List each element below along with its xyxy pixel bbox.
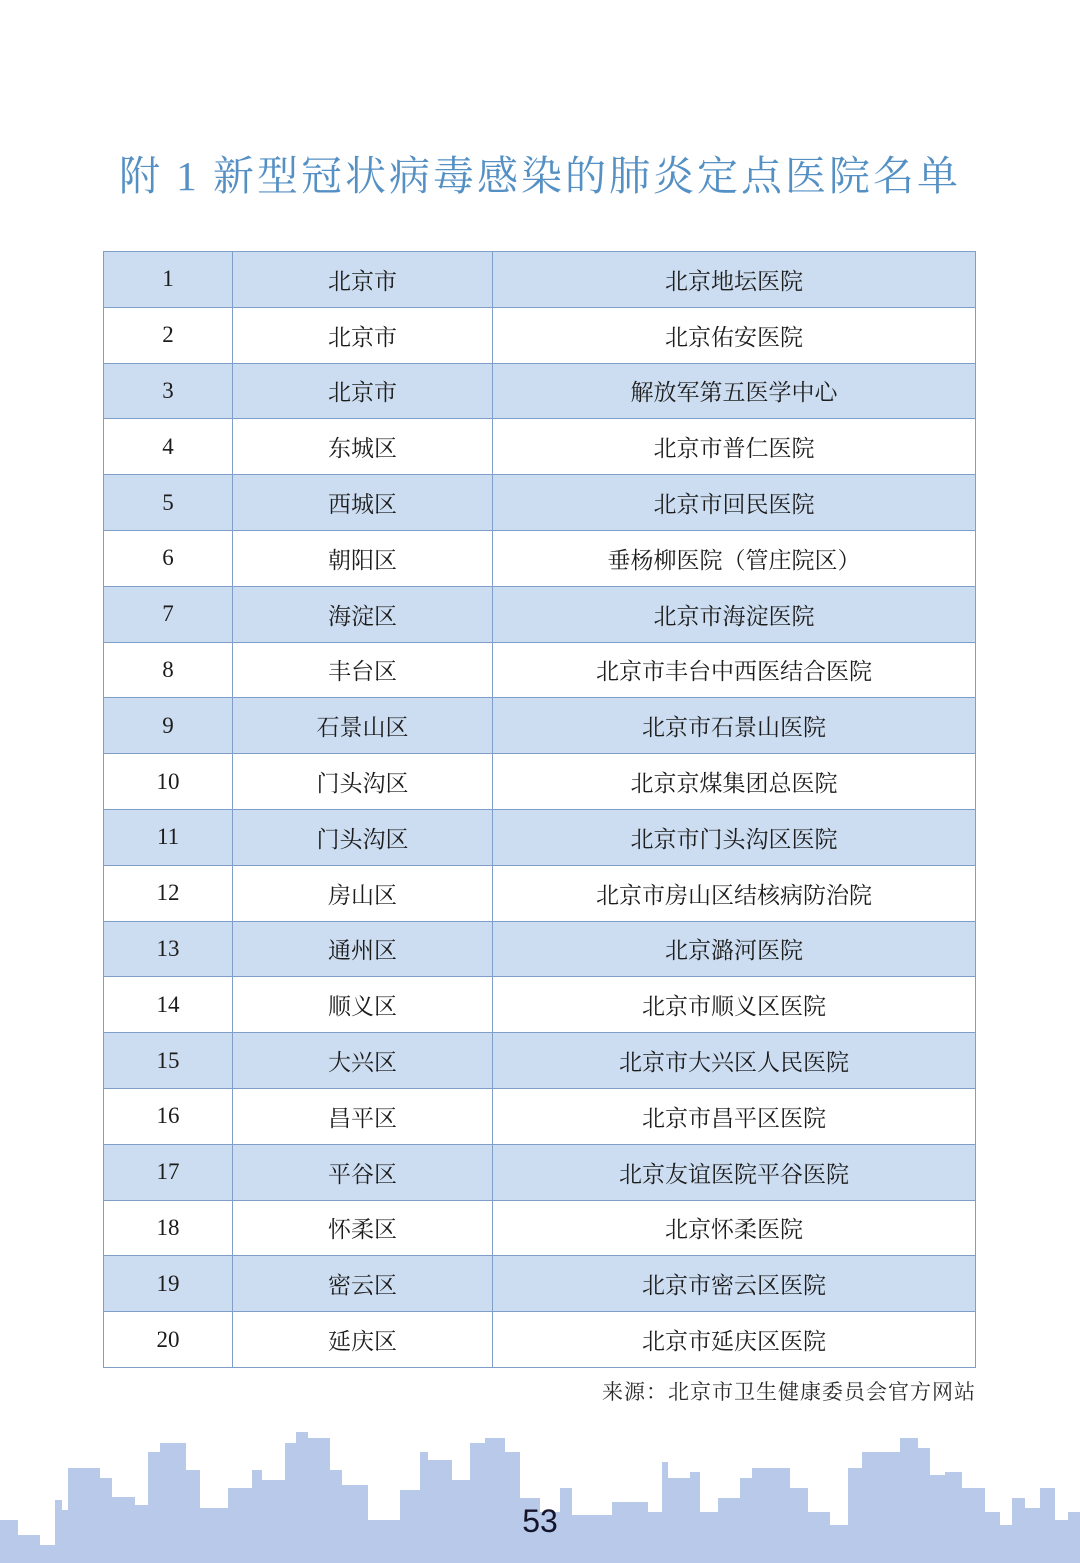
cell-hospital: 北京市密云区医院 — [492, 1256, 975, 1312]
cell-district: 北京市 — [233, 363, 493, 419]
cell-number: 9 — [104, 698, 233, 754]
cell-number: 2 — [104, 307, 233, 363]
cell-number: 6 — [104, 530, 233, 586]
cell-hospital: 解放军第五医学中心 — [492, 363, 975, 419]
page-number: 53 — [522, 1503, 558, 1539]
table-row — [104, 1200, 976, 1256]
cell-number: 14 — [104, 977, 233, 1033]
table-row — [104, 754, 976, 810]
cell-district: 西城区 — [233, 475, 493, 531]
table-row — [104, 586, 976, 642]
cell-hospital: 北京市海淀医院 — [492, 586, 975, 642]
cell-district: 丰台区 — [233, 642, 493, 698]
table-row — [104, 809, 976, 865]
table-row — [104, 1033, 976, 1089]
table-row — [104, 977, 976, 1033]
cell-number: 19 — [104, 1256, 233, 1312]
table-row — [104, 1088, 976, 1144]
page-title: 附 1 新型冠状病毒感染的肺炎定点医院名单 — [119, 153, 961, 199]
cell-district: 房山区 — [233, 865, 493, 921]
cell-number: 17 — [104, 1144, 233, 1200]
cell-hospital: 北京市石景山医院 — [492, 698, 975, 754]
table-row — [104, 698, 976, 754]
cell-district: 北京市 — [233, 252, 493, 308]
cell-number: 7 — [104, 586, 233, 642]
table-row — [104, 475, 976, 531]
table-row — [104, 1312, 976, 1368]
cell-hospital: 北京地坛医院 — [492, 252, 975, 308]
cell-district: 怀柔区 — [233, 1200, 493, 1256]
table-row — [104, 419, 976, 475]
cell-hospital: 垂杨柳医院（管庄院区） — [492, 530, 975, 586]
cell-district: 门头沟区 — [233, 754, 493, 810]
cell-district: 海淀区 — [233, 586, 493, 642]
table-row — [104, 307, 976, 363]
cell-district: 平谷区 — [233, 1144, 493, 1200]
source-note: 来源：北京市卫生健康委员会官方网站 — [602, 1380, 976, 1404]
cell-number: 5 — [104, 475, 233, 531]
cell-district: 门头沟区 — [233, 809, 493, 865]
cell-district: 昌平区 — [233, 1088, 493, 1144]
cell-number: 4 — [104, 419, 233, 475]
cell-district: 朝阳区 — [233, 530, 493, 586]
cell-district: 北京市 — [233, 307, 493, 363]
cell-number: 20 — [104, 1312, 233, 1368]
cell-district: 顺义区 — [233, 977, 493, 1033]
table-row — [104, 1256, 976, 1312]
cell-number: 10 — [104, 754, 233, 810]
cell-number: 8 — [104, 642, 233, 698]
cell-district: 延庆区 — [233, 1312, 493, 1368]
table-row — [104, 921, 976, 977]
hospital-table-wrap — [103, 251, 976, 1368]
table-row — [104, 1144, 976, 1200]
table-row — [104, 530, 976, 586]
cell-hospital: 北京市顺义区医院 — [492, 977, 975, 1033]
cell-number: 3 — [104, 363, 233, 419]
cell-number: 1 — [104, 252, 233, 308]
cell-hospital: 北京怀柔医院 — [492, 1200, 975, 1256]
cell-number: 15 — [104, 1033, 233, 1089]
table-row — [104, 363, 976, 419]
table-row — [104, 252, 976, 308]
cell-number: 13 — [104, 921, 233, 977]
hospital-table — [103, 251, 976, 1368]
cell-hospital: 北京市丰台中西医结合医院 — [492, 642, 975, 698]
cell-district: 石景山区 — [233, 698, 493, 754]
cell-number: 18 — [104, 1200, 233, 1256]
cell-hospital: 北京市回民医院 — [492, 475, 975, 531]
cell-district: 密云区 — [233, 1256, 493, 1312]
cell-district: 东城区 — [233, 419, 493, 475]
table-row — [104, 642, 976, 698]
cell-hospital: 北京市大兴区人民医院 — [492, 1033, 975, 1089]
city-skyline-graphic — [0, 1423, 1080, 1563]
hospital-table-body — [104, 252, 976, 1368]
cell-hospital: 北京市普仁医院 — [492, 419, 975, 475]
cell-district: 通州区 — [233, 921, 493, 977]
cell-hospital: 北京佑安医院 — [492, 307, 975, 363]
cell-hospital: 北京市门头沟区医院 — [492, 809, 975, 865]
cell-hospital: 北京友谊医院平谷医院 — [492, 1144, 975, 1200]
cell-hospital: 北京市房山区结核病防治院 — [492, 865, 975, 921]
cell-hospital: 北京潞河医院 — [492, 921, 975, 977]
cell-number: 12 — [104, 865, 233, 921]
cell-number: 16 — [104, 1088, 233, 1144]
cell-hospital: 北京市延庆区医院 — [492, 1312, 975, 1368]
cell-hospital: 北京京煤集团总医院 — [492, 754, 975, 810]
cell-district: 大兴区 — [233, 1033, 493, 1089]
table-row — [104, 865, 976, 921]
cell-number: 11 — [104, 809, 233, 865]
cell-hospital: 北京市昌平区医院 — [492, 1088, 975, 1144]
